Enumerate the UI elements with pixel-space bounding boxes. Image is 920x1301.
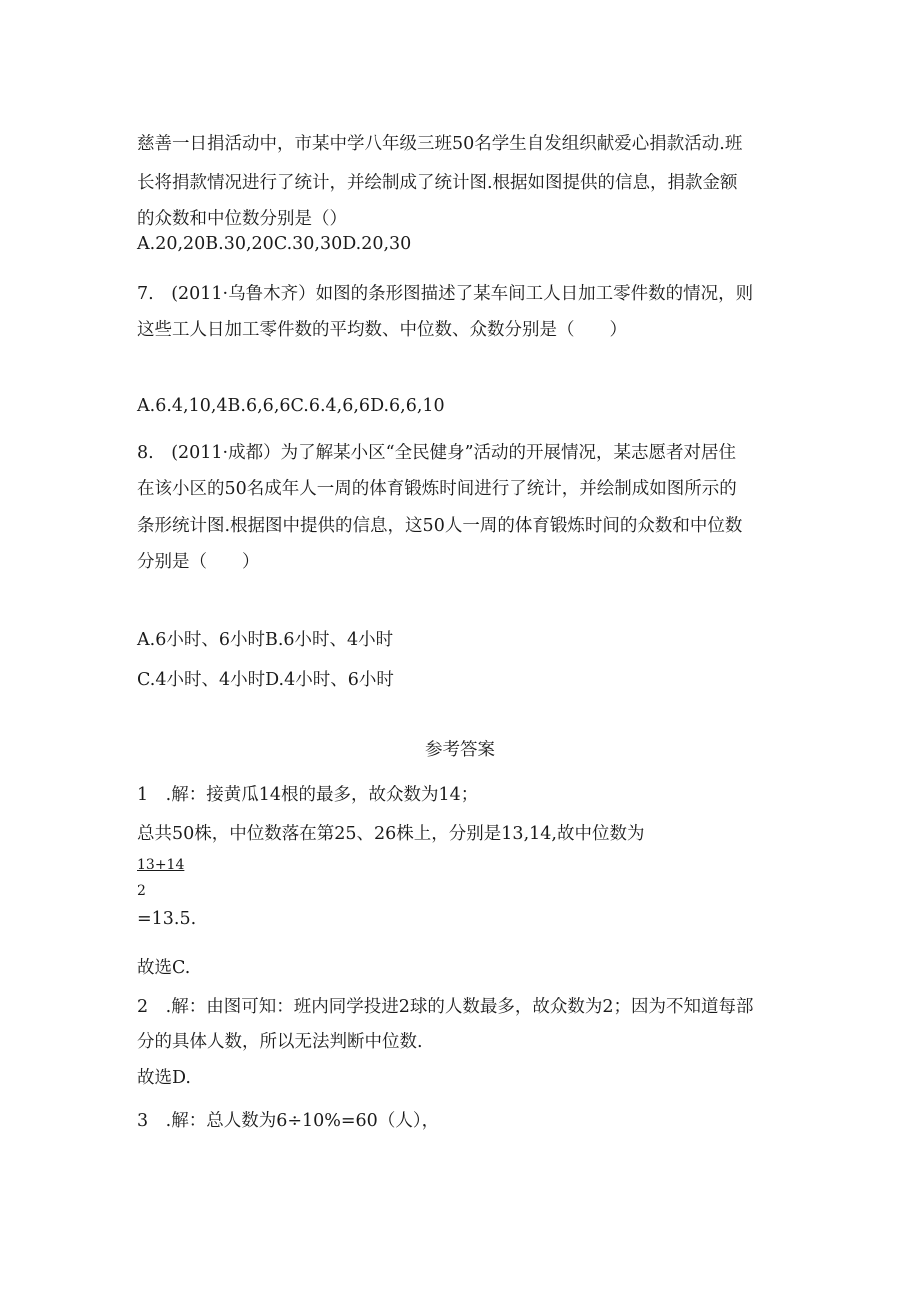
answer-1-fraction-numerator: 13+14 [137, 857, 185, 873]
answer-1-line-2: 总共50株，中位数落在第25、26株上，分别是13,14,故中位数为 [137, 824, 645, 844]
q7-text-line-1: 7. (2011·乌鲁木齐）如图的条形图描述了某车间工人日加工零件数的情况，则 [137, 284, 754, 304]
q8-text-line-4: 分别是（ ） [137, 552, 260, 572]
q6-options: A.20,20B.30,20C.30,30D.20,30 [137, 234, 412, 254]
q8-text-line-1: 8. (2011·成都）为了解某小区“全民健身”活动的开展情况，某志愿者对居住 [137, 443, 737, 463]
q8-text-line-2: 在该小区的50名成年人一周的体育锻炼时间进行了统计，并绘制成如图所示的 [137, 479, 737, 499]
answer-1-line-1: 1 .解：接黄瓜14根的最多，故众数为14； [137, 785, 479, 805]
answer-2-line-2: 分的具体人数，所以无法判断中位数. [137, 1032, 423, 1052]
answer-1-fraction-denominator: 2 [137, 883, 146, 899]
q6-text-line-1: 慈善一日捐活动中，市某中学八年级三班50名学生自发组织献爱心捐款活动.班 [137, 134, 743, 154]
q8-options-line-1: A.6小时、6小时B.6小时、4小时 [137, 630, 394, 650]
q8-text-line-3: 条形统计图.根据图中提供的信息，这50人一周的体育锻炼时间的众数和中位数 [137, 516, 743, 536]
q8-options-line-2: C.4小时、4小时D.4小时、6小时 [137, 670, 394, 690]
answer-1-result: =13.5. [137, 909, 197, 929]
answers-title: 参考答案 [425, 740, 495, 760]
q6-text-line-3: 的众数和中位数分别是（） [137, 209, 347, 229]
answer-3-line-1: 3 .解：总人数为6÷10%=60（人）， [137, 1111, 440, 1131]
q6-text-line-2: 长将捐款情况进行了统计，并绘制成了统计图.根据如图提供的信息，捐款金额 [137, 173, 738, 193]
q7-options: A.6.4,10,4B.6,6,6C.6.4,6,6D.6,6,10 [137, 396, 445, 416]
answer-2-choice: 故选D. [137, 1068, 191, 1088]
answer-2-line-1: 2 .解：由图可知：班内同学投进2球的人数最多，故众数为2；因为不知道每部 [137, 997, 754, 1017]
answer-1-choice: 故选C. [137, 958, 191, 978]
q7-text-line-2: 这些工人日加工零件数的平均数、中位数、众数分别是（ ） [137, 320, 627, 340]
